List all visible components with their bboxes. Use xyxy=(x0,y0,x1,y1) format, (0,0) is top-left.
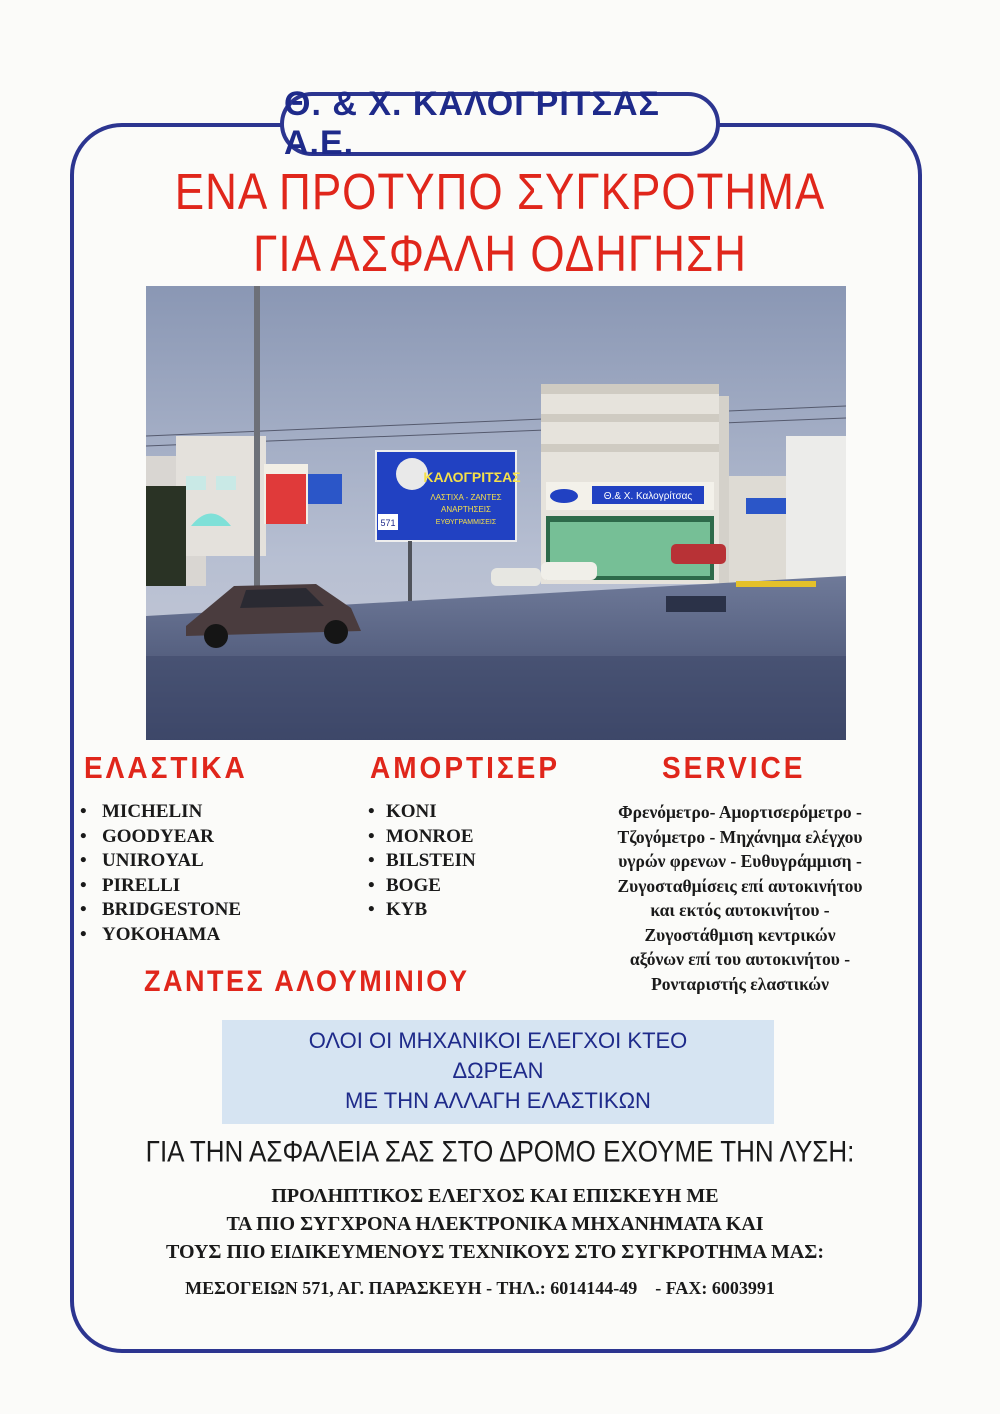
list-item: • YOKOHAMA xyxy=(80,923,221,945)
company-name-badge: Θ. & Χ. ΚΑΛΟΓΡΙΤΣΑΣ Α.Ε. xyxy=(280,92,720,156)
photo-sign-title: ΚΑΛΟΓΡΙΤΣΑΣ xyxy=(423,469,521,485)
list-item: • BOGE xyxy=(368,874,441,896)
safety-description xyxy=(90,1182,900,1266)
safety-title: ΓΙΑ ΤΗΝ ΑΣΦΑΛΕΙΑ ΣΑΣ ΣΤΟ ΔΡΟΜΟ ΕΧΟΥΜΕ ΤΗΝ ΛΥΣΗ: xyxy=(145,1133,855,1169)
list-item: • MONROE xyxy=(368,825,474,847)
headline-line-1: ΕΝΑ ΠΡΟΤΥΠΟ ΣΥΓΚΡΟΤΗΜΑ xyxy=(174,164,826,221)
alloy-rims-title: ΖΑΝΤΕΣ ΑΛΟΥΜΙΝΙΟΥ xyxy=(144,964,470,998)
service-line: και εκτός αυτοκινήτου - xyxy=(650,900,830,920)
contact-footer: ΜΕΣΟΓΕΙΩΝ 571, ΑΓ. ΠΑΡΑΣΚΕΥΗ - ΤΗΛ.: 6014144-49 - FAX: 6003991 xyxy=(185,1278,775,1298)
safety-line-2: ΤΑ ΠΙΟ ΣΥΓΧΡΟΝΑ ΗΛΕΚΤΡΟΝΙΚΑ ΜΗΧΑΝΗΜΑΤΑ ΚΑΙ xyxy=(226,1213,764,1235)
service-line: Ζυγοσταθμίσεις επί αυτοκινήτου xyxy=(617,875,863,896)
tires-title: ΕΛΑΣΤΙΚΑ xyxy=(84,750,248,785)
service-line: αξόνων επί του αυτοκινήτου - xyxy=(629,949,851,969)
service-line: Φρενόμετρο- Αμορτισερόμετρο - xyxy=(618,802,862,822)
photo-sign-line-3: ΕΥΘΥΓΡΑΜΜΙΣΕΙΣ xyxy=(435,519,497,526)
list-item: • PIRELLI xyxy=(80,874,181,896)
list-item: • KONI xyxy=(368,801,437,822)
free-inspection-banner xyxy=(222,1020,774,1124)
service-line: Ρονταριστής ελαστικών xyxy=(651,973,829,994)
headline-line-2: ΓΙΑ ΑΣΦΑΛΗ ΟΔΗΓΗΣΗ xyxy=(253,226,747,283)
photo-red-car xyxy=(671,544,726,564)
banner-line-3: ΜΕ ΤΗΝ ΑΛΛΑΓΗ ΕΛΑΣΤΙΚΩΝ xyxy=(345,1088,651,1113)
service-description xyxy=(560,800,920,996)
list-item: • BILSTEIN xyxy=(368,850,476,872)
photo-sign-line-1: ΛΑΣΤΙΧΑ - ΖΑΝΤΕΣ xyxy=(430,493,502,502)
tire-brands-list xyxy=(80,800,241,948)
shock-brands-list xyxy=(368,800,476,923)
shocks-title: ΑΜΟΡΤΙΣΕΡ xyxy=(370,750,561,785)
service-line: Τζογόμετρο - Μηχάνημα ελέγχου xyxy=(617,826,863,847)
list-item: • BRIDGESTONE xyxy=(80,899,242,921)
service-line: υγρών φρενων - Ευθυγράμμιση - xyxy=(618,851,862,871)
list-item: • UNIROYAL xyxy=(80,850,204,872)
storefront-photo xyxy=(146,286,846,740)
photo-building-sign-text: Θ.& Χ. Καλογρίτσας xyxy=(603,491,693,502)
photo-sign-red xyxy=(266,474,306,524)
banner-line-2: ΔΩΡΕΑΝ xyxy=(452,1058,544,1083)
service-title: SERVICE xyxy=(662,750,806,785)
photo-sign-number: 571 xyxy=(380,518,396,528)
list-item: • GOODYEAR xyxy=(80,825,214,847)
safety-line-3: ΤΟΥΣ ΠΙΟ ΕΙΔΙΚΕΥΜΕΝΟΥΣ ΤΕΧΝΙΚΟΥΣ ΣΤΟ ΣΥΓΚΡΟΤΗΜΑ ΜΑΣ: xyxy=(165,1241,825,1263)
service-line: Ζυγοστάθμιση κεντρικών xyxy=(644,924,836,945)
safety-line-1: ΠΡΟΛΗΠΤΙΚΟΣ ΕΛΕΓΧΟΣ ΚΑΙ ΕΠΙΣΚΕΥΗ ΜΕ xyxy=(271,1185,719,1207)
photo-sign-line-2: ΑΝΑΡΤΗΣΕΙΣ xyxy=(441,505,491,514)
photo-street-pole xyxy=(254,286,260,616)
list-item: • MICHELIN xyxy=(80,801,203,822)
banner-line-1: ΟΛΟΙ ΟΙ ΜΗΧΑΝΙΚΟΙ ΕΛΕΓΧΟΙ ΚΤΕΟ xyxy=(308,1028,688,1053)
list-item: • KYB xyxy=(368,899,428,921)
